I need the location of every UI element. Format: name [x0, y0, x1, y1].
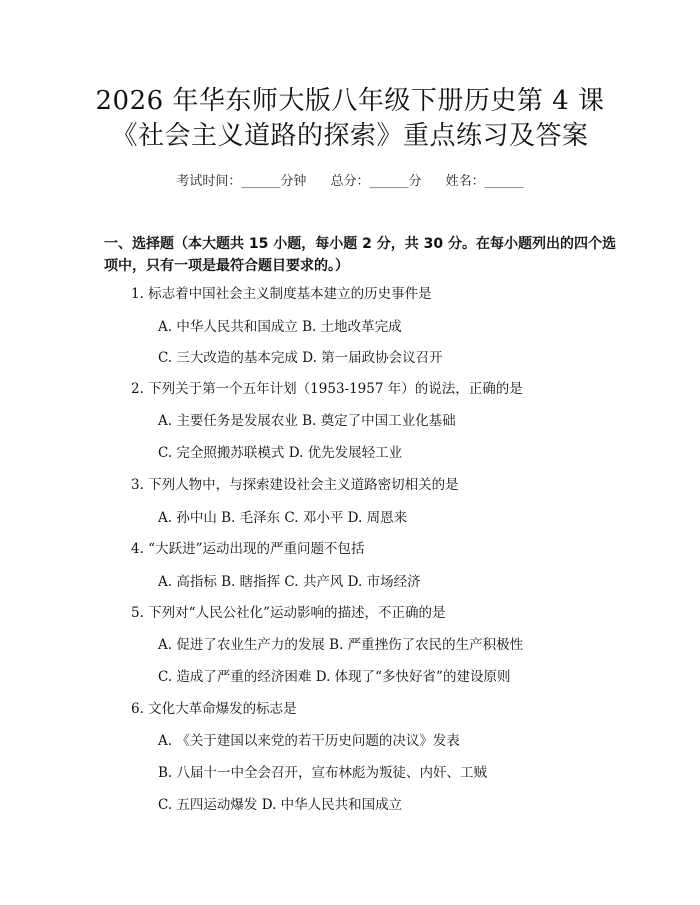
exam-meta	[0, 170, 700, 189]
question-5-stem: 5. 下列对“人民公社化”运动影响的描述，不正确的是	[131, 605, 446, 621]
section-header: 一、选择题（本大题共 15 小题，每小题 2 分，共 30 分。在每小题列出的四个选项中，只有一项是最符合题目要求的。）	[104, 236, 616, 274]
question-3-stem: 3. 下列人物中，与探索建设社会主义道路密切相关的是	[131, 477, 459, 493]
doc-title-line1: 2026 年华东师大版八年级下册历史第 4 课	[95, 86, 605, 116]
question-5-option-line-1: A. 促进了农业生产力的发展 B. 严重挫伤了农民的生产积极性	[158, 637, 524, 653]
question-6-option-line-3: C. 五四运动爆发 D. 中华人民共和国成立	[158, 797, 403, 813]
question-6-option-line-1: A. 《关于建国以来党的若干历史问题的决议》发表	[158, 733, 460, 749]
question-3-option-line-1: A. 孙中山 B. 毛泽东 C. 邓小平 D. 周恩来	[158, 510, 408, 526]
exam-time-field: 考试时间：______分钟	[176, 174, 307, 189]
question-2-stem: 2. 下列关于第一个五年计划（1953-1957 年）的说法，正确的是	[131, 381, 523, 397]
question-6-stem: 6. 文化大革命爆发的标志是	[131, 701, 297, 717]
total-score-field: 总分：______分	[330, 174, 422, 189]
question-5-option-line-2: C. 造成了严重的经济困难 D. 体现了“多快好省”的建设原则	[158, 669, 511, 685]
question-1-option-line-1: A. 中华人民共和国成立 B. 土地改革完成	[158, 319, 402, 335]
question-4-option-line-1: A. 高指标 B. 瞎指挥 C. 共产风 D. 市场经济	[158, 574, 421, 590]
question-1-stem: 1. 标志着中国社会主义制度基本建立的历史事件是	[131, 286, 432, 302]
student-name-field: 姓名：______	[445, 174, 524, 189]
question-6-option-line-2: B. 八届十一中全会召开，宣布林彪为叛徒、内奸、工贼	[158, 765, 488, 781]
question-2-option-line-1: A. 主要任务是发展农业 B. 奠定了中国工业化基础	[158, 413, 456, 429]
question-1-option-line-2: C. 三大改造的基本完成 D. 第一届政协会议召开	[158, 350, 443, 366]
question-4-stem: 4. “大跃进”运动出现的严重问题不包括	[131, 541, 365, 557]
doc-title-line2: 《社会主义道路的探索》重点练习及答案	[111, 121, 589, 151]
question-2-option-line-2: C. 完全照搬苏联模式 D. 优先发展轻工业	[158, 445, 403, 461]
